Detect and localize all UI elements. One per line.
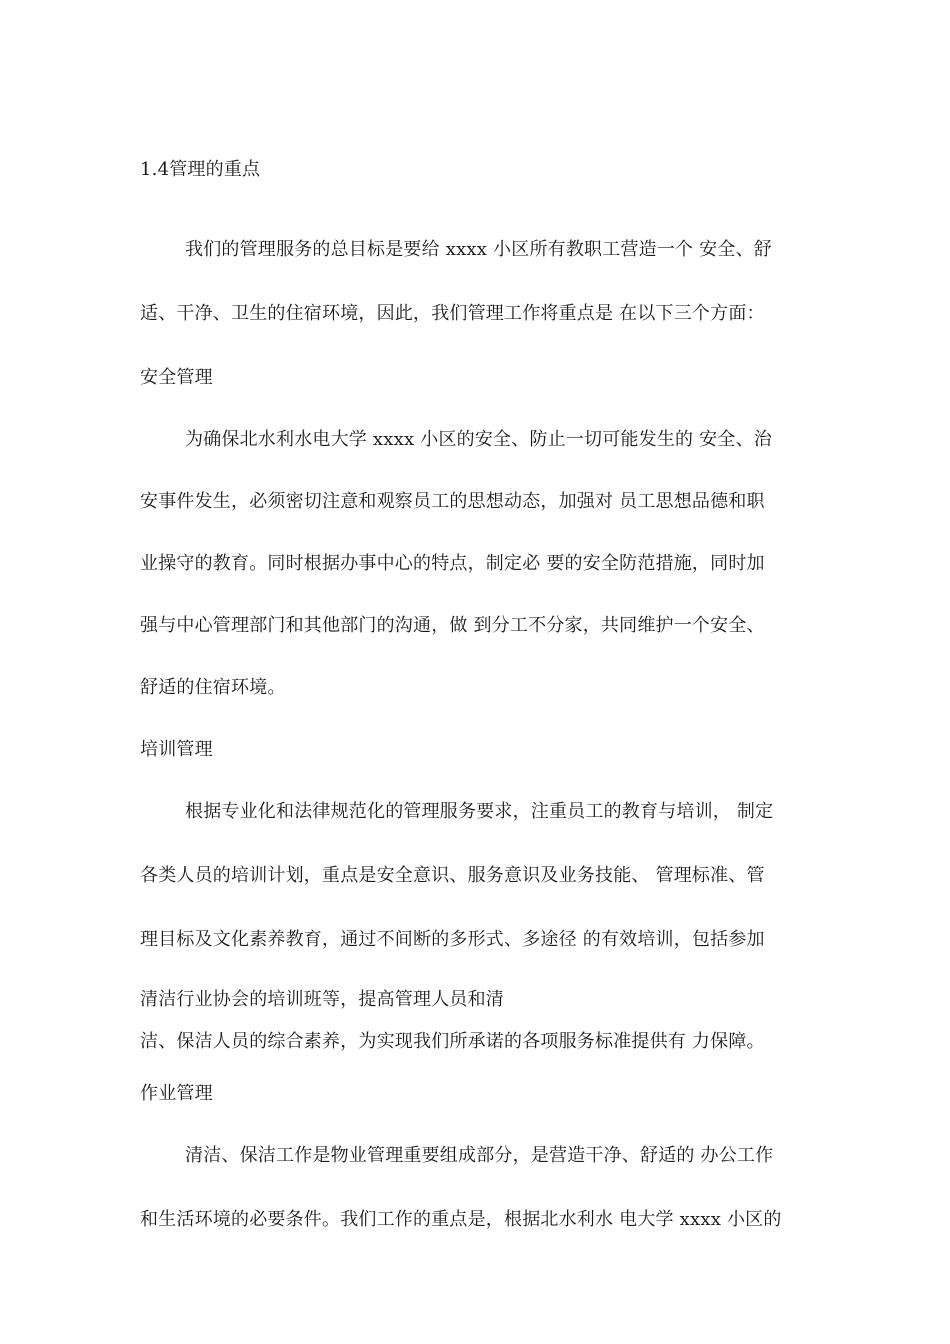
- training-line-5: 洁、保洁人员的综合素养，为实现我们所承诺的各项服务标准提供有 力保障。: [140, 1031, 765, 1052]
- training-line-2: 各类人员的培训计划，重点是安全意识、服务意识及业务技能、 管理标准、管: [140, 865, 765, 886]
- section-title: 1.4管理的重点: [140, 159, 261, 180]
- safety-line-4: 强与中心管理部门和其他部门的沟通，做 到分工不分家，共同维护一个安全、: [140, 615, 765, 636]
- operations-line-1: 清洁、保洁工作是物业管理重要组成部分，是营造干净、舒适的 办公工作: [185, 1145, 774, 1166]
- safety-line-3: 业操守的教育。同时根据办事中心的特点，制定必 要的安全防范措施，同时加: [140, 553, 765, 574]
- intro-line-2: 适、干净、卫生的住宿环境，因此，我们管理工作将重点是 在以下三个方面：: [140, 303, 765, 324]
- safety-line-1: 为确保北水利水电大学 xxxx 小区的安全、防止一切可能发生的 安全、治: [185, 429, 772, 450]
- training-line-3: 理目标及文化素养教育，通过不间断的多形式、多途径 的有效培训，包括参加: [140, 929, 765, 950]
- safety-line-2: 安事件发生，必须密切注意和观察员工的思想动态，加强对 员工思想品德和职: [140, 491, 765, 512]
- training-line-4: 清洁行业协会的培训班等，提高管理人员和清: [140, 989, 504, 1010]
- training-line-1: 根据专业化和法律规范化的管理服务要求，注重员工的教育与培训， 制定: [185, 801, 774, 822]
- operations-line-2: 和生活环境的必要条件。我们工作的重点是，根据北水利水 电大学 xxxx 小区的: [140, 1209, 782, 1230]
- safety-line-5: 舒适的住宿环境。: [140, 677, 286, 698]
- training-heading: 培训管理: [140, 739, 213, 760]
- operations-heading: 作业管理: [140, 1083, 213, 1104]
- safety-heading: 安全管理: [140, 367, 213, 388]
- intro-line-1: 我们的管理服务的总目标是要给 xxxx 小区所有教职工营造一个 安全、舒: [185, 239, 772, 260]
